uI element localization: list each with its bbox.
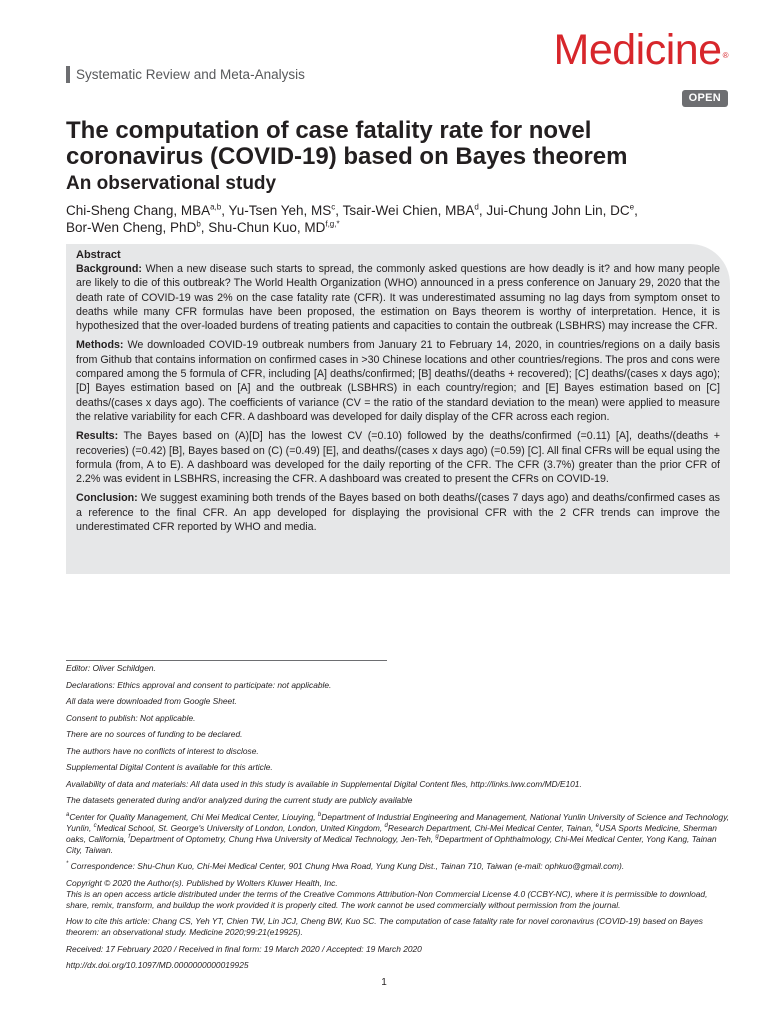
registered-mark: ® (722, 51, 728, 60)
footnote-copyright: Copyright © 2020 the Author(s). Published by Wolters Kluwer Health, Inc. (66, 877, 338, 888)
affiliation-text: Department of Optometry, Chung Hwa University of Medical Technology, Jen-Teh, (130, 833, 436, 844)
author: Shu-Chun Kuo, $MD^{f,g,*}$ (208, 219, 340, 235)
abstract-results (76, 429, 720, 486)
abstract-box (66, 244, 730, 574)
footnote-datasets: The datasets generated during and/or analyzed during the current study are publicly available (66, 795, 413, 805)
affiliation-mark: d (384, 822, 388, 829)
affiliation-mark: b (317, 811, 322, 818)
author-affiliation-mark: b (196, 219, 201, 229)
author-affiliation-mark: a,b (210, 202, 222, 212)
affiliation-mark: c (93, 822, 97, 829)
footnote-dates: Received: 17 February 2020 / Received in final form: 19 March 2020 / Accepted: 19 March 2020 (66, 943, 422, 954)
footnote-correspondence: * Correspondence: Shu-Chun Kuo, Chi-Mei Medical Center, 901 Chung Hwa Road, Yung Kung Dist., Tainan 710, Taiwan (e-mail: ophkuo@gmail.com). (66, 861, 625, 871)
journal-name: Medicine (553, 26, 722, 74)
affiliation-mark: e (595, 822, 599, 829)
footnote-editor: Editor: Oliver Schildgen. (66, 663, 156, 673)
methods-label: Methods: (76, 339, 124, 352)
author-affiliation-mark: c (331, 202, 336, 212)
author-list (66, 202, 726, 236)
footnote-divider (66, 660, 387, 661)
author-affiliation-mark: f,g,* (325, 219, 340, 229)
footnote-conflicts: The authors have no conflicts of interest to disclose. (66, 745, 259, 756)
page-number: 1 (381, 977, 387, 988)
affiliation-text: Research Department, Chi-Mei Medical Center, Tainan, (387, 822, 596, 833)
section-tag: Systematic Review and Meta-Analysis (66, 66, 305, 83)
author-affiliation-mark: d (474, 202, 479, 212)
affiliation-text: Department of Industrial Engineering and Management, National Yunlin University of Science and Technology, Yunlin, (66, 811, 730, 833)
affiliation-mark: a (66, 811, 70, 818)
open-access-badge: OPEN (682, 90, 728, 107)
footnote-funding: There are no sources of funding to be declared. (66, 729, 243, 739)
footnote-declarations: Declarations: Ethics approval and consent to participate: not applicable. (66, 679, 332, 690)
footnote-doi: http://dx.doi.org/10.1097/MD.0000000000019925 (66, 960, 249, 970)
footnote-data-source: All data were downloaded from Google Sheet. (66, 696, 237, 706)
article-title: The computation of case fatality rate for novel coronavirus (COVID-19) based on Bayes theorem (66, 117, 628, 170)
abstract-methods (76, 338, 720, 424)
abstract-conclusion (76, 491, 720, 534)
journal-brand (553, 26, 729, 104)
affiliation-text: Medical School, St. George's University of London, London, United Kingdom, (96, 822, 385, 833)
article-subtitle: An observational study (66, 173, 277, 194)
abstract-background (76, 262, 720, 333)
affiliation-text: USA Sports Medicine, Sherman oaks, California, (66, 822, 717, 844)
footnotes (66, 663, 730, 977)
affiliation-text: Department of Ophthalmology, Chi-Mei Medical Center, Yong Kang, Tainan City, Taiwan. (66, 833, 717, 855)
author-affiliation-mark: e (629, 202, 635, 212)
background-text: When a new disease such starts to spread, the commonly asked questions are how deadly is it? and how many people are likely to die of this outbreak? The World Health Organization (WHO) announced in a press conference on January 29, 2020 that the death rate of COVID-19 was 2% on the case fatality rate (CFR). It was underestimated assuming no lag days from symptom onset to deaths while many CFR formulas have been proposed, the estimation on Bays theorem is worthy of interpretation. Hence, it is hypothesized that the over-loaded burdens of treating patients and capacities to contain the outbreak (LSBHRS) may increase the CFR. (76, 263, 720, 333)
author: Chi-Sheng Chang, MBA$^{a,b}$, (66, 202, 229, 218)
author: Jui-Chung John Lin, DCe, (486, 202, 638, 218)
footnote-affiliations (66, 812, 730, 856)
results-text: The Bayes based on (A)[D] has the lowest CV (=0.10) followed by the deaths/confirmed (=0.11) [A], deaths/(deaths + recoveries) (=0.42) [B], Bayes based on (C) (=0.49) [E], and deaths/(cases x days ago) (=0.59) [C]. All final CFRs will be equal using the formula (from, A to E). A dashboard was developed for the daily reporting of the CFR. The CFR (3.7%) greater than the prior CFR of 2.2% was evident in LSBHRS, increasing the CFR. A dashboard was created to present the CFRs on COVID-19. (76, 430, 720, 486)
conclusion-label: Conclusion: (76, 492, 138, 505)
correspondence-mark: * (66, 861, 69, 868)
footnote-supplemental: Supplemental Digital Content is available for this article. (66, 762, 273, 772)
journal-logo (554, 26, 729, 74)
background-label: Background: (76, 263, 142, 275)
affiliation-text: Center for Quality Management, Chi Mei Medical Center, Liouying, (69, 811, 318, 822)
footnote-citation: How to cite this article: Chang CS, Yeh YT, Chien TW, Lin JCJ, Cheng BW, Kuo SC. The computation of case fatality rate for novel coronavirus (COVID-19) based on Bayes theorem: an observational study. Medicine 2020;99:21(e19925). (66, 916, 703, 937)
footnote-availability: Availability of data and materials: All data used in this study is available in Supplemental Digital Content files, http://links.lww.com/MD/E101. (66, 778, 582, 789)
author: Yu-Tsen Yeh, $MS^c$, (228, 202, 343, 218)
affiliation-mark: f (128, 833, 131, 840)
footnote-consent: Consent to publish: Not applicable. (66, 712, 196, 723)
conclusion-text: We suggest examining both trends of the Bayes based on both deaths/(cases 7 days ago) and deaths/confirmed cases as a reference to the final CFR. An app developed for displaying the provisional CFR with the 2 CFR trends can improve the underestimated CFR reported by WHO and media. (76, 492, 720, 534)
footnote-license: This is an open access article distributed under the terms of the Creative Commons Attribution-Non Commercial License 4.0 (CCBY-NC), where it is permissible to download, share, remix, transform, and buildup the work provided it is properly cited. The work cannot be used commercially without permission from the journal. (66, 888, 708, 910)
abstract-heading: Abstract (76, 249, 121, 261)
affiliation-mark: g (435, 833, 439, 840)
author: Tsair-Wei Chien, MBA$^d$, (342, 202, 487, 218)
author: Bor-Wen Cheng, PhD$^b$, (66, 219, 209, 235)
methods-text: We downloaded COVID-19 outbreak numbers from January 21 to February 14, 2020, in countries/regions on a daily basis from Github that contains information on confirmed cases in >30 Chinese locations and other countries/regions. The pros and cons were compared among the 5 formula of CFR, including [A] deaths/confirmed; [B] deaths/(deaths + recovered); [C] deaths/(cases x days ago); [D] Bayes estimation based on [A] and the outbreak (LSBHRS) in each country/region; and [E] Bayes estimation based on [C] deaths/(cases x days ago). The coefficients of variance (CV = the ratio of the standard deviation to the mean) were applied to measure the relative variability for each CFR. A dashboard was developed for daily display of the CFR across each region. (76, 339, 720, 423)
results-label: Results: (76, 430, 119, 443)
